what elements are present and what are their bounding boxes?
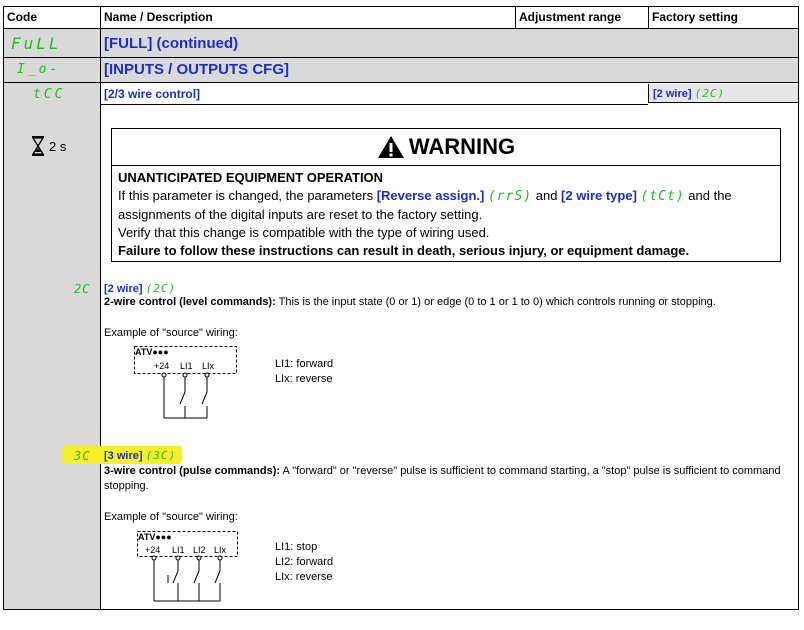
diagram3-term-lix: LIx xyxy=(214,545,227,555)
opt3c-legend-1: LI2: forward xyxy=(275,556,334,568)
warning-triangle-icon xyxy=(377,135,405,159)
diagram3-term-24: +24 xyxy=(145,545,161,555)
diagram2-term-24: +24 xyxy=(154,361,170,371)
diagram3-term-li2: LI2 xyxy=(193,545,206,555)
opt2c-legend-0: LI1: forward xyxy=(275,358,334,370)
border-bottom xyxy=(3,609,799,610)
opt2c-legend-1: LIx: reverse xyxy=(275,373,333,385)
menu-io-code: I_o- xyxy=(17,62,61,77)
opt3c-desc: A "forward" or "reverse" pulse is sufficient to command starting, a "stop" pulse is sufficient to command stopping. xyxy=(104,465,781,492)
header-factory: Factory setting xyxy=(652,10,739,24)
hold-time: 2 s xyxy=(49,138,67,154)
header-name: Name / Description xyxy=(104,10,213,24)
warning-body xyxy=(118,169,774,260)
opt3c-legend-0: LI1: stop xyxy=(275,541,318,553)
warning-line2: assignments of the digital inputs are reset to the factory setting. xyxy=(118,207,483,222)
border-top xyxy=(3,6,799,7)
warning-code1: (rrS) xyxy=(487,189,533,204)
opt3c-label-code: (3C) xyxy=(145,449,177,462)
opt3c-description xyxy=(104,464,794,494)
opt2c-label-code: (2C) xyxy=(145,282,177,295)
warning-line1-b: and xyxy=(532,188,562,203)
diagram3-lines xyxy=(137,531,241,605)
tcc-factory-label: [2 wire] xyxy=(653,88,692,100)
warning-code2: (tCt) xyxy=(640,189,685,204)
border-hdr-bottom xyxy=(3,28,799,29)
tcc-factory xyxy=(653,87,725,100)
warning-header xyxy=(112,129,780,166)
warning-heading: UNANTICIPATED EQUIPMENT OPERATION xyxy=(118,170,384,185)
wiring-diagram-3wire xyxy=(137,531,241,605)
warning-line1 xyxy=(118,187,774,206)
header-code: Code xyxy=(7,10,37,24)
opt3c-code: 3C xyxy=(74,449,91,463)
opt2c-example: Example of "source" wiring: xyxy=(104,327,238,339)
opt2c-desc-bold: 2-wire control (level commands): xyxy=(104,296,276,308)
header-range: Adjustment range xyxy=(519,10,622,24)
hold-indicator xyxy=(31,136,66,156)
tcc-label: [2/3 wire control] xyxy=(104,87,201,101)
opt3c-label: [3 wire] xyxy=(104,450,143,462)
tcc-divider xyxy=(100,104,648,105)
diagram3-term-li1: LI1 xyxy=(172,545,185,555)
opt2c-title xyxy=(104,282,176,295)
diagram2-term-li1: LI1 xyxy=(180,361,193,371)
warning-line3: Verify that this change is compatible with the type of wiring used. xyxy=(118,225,490,240)
diagram2-term-lix: LIx xyxy=(202,361,215,371)
opt2c-description xyxy=(104,296,794,308)
warning-line1-a: If this parameter is changed, the parameters xyxy=(118,188,377,203)
warning-box xyxy=(111,128,781,262)
diagram2-device: ATV●●● xyxy=(135,347,169,357)
hourglass-icon xyxy=(31,136,45,156)
warning-line4: Failure to follow these instructions can result in death, serious injury, or equipment damage. xyxy=(118,243,690,258)
warning-title: WARNING xyxy=(408,134,516,159)
diagram3-device: ATV●●● xyxy=(138,532,172,542)
opt3c-example: Example of "source" wiring: xyxy=(104,511,238,523)
border-io-bottom xyxy=(3,82,799,83)
diagram2-lines xyxy=(134,346,238,422)
tcc-code: tCC xyxy=(33,87,66,102)
opt3c-title xyxy=(104,449,176,462)
border-right xyxy=(798,6,799,610)
opt2c-label: [2 wire] xyxy=(104,283,143,295)
border-left xyxy=(3,6,4,610)
tcc-factory-code: (2C) xyxy=(694,87,726,100)
warning-param2: [2 wire type] xyxy=(561,188,637,203)
wiring-diagram-2wire xyxy=(134,346,238,422)
code-column xyxy=(3,83,100,610)
opt3c-legend-2: LIx: reverse xyxy=(275,571,333,583)
menu-io-label: [INPUTS / OUTPUTS CFG] xyxy=(104,61,289,78)
warning-param1: [Reverse assign.] xyxy=(376,188,485,203)
border-full-bottom xyxy=(3,57,799,58)
opt3c-desc-bold: 3-wire control (pulse commands): xyxy=(104,465,281,477)
warning-line1-c: and the xyxy=(684,188,732,203)
menu-full-label xyxy=(104,35,238,52)
menu-full-label-text: [FULL] (continued) xyxy=(104,35,239,52)
menu-full-code: FuLL xyxy=(11,34,62,53)
opt2c-code: 2C xyxy=(74,282,91,296)
border-factory xyxy=(648,6,649,28)
opt2c-desc: This is the input state (0 or 1) or edge (0 to 1 or 1 to 0) which controls running or stopping. xyxy=(275,296,716,308)
border-range xyxy=(515,6,516,28)
border-code xyxy=(100,6,101,610)
